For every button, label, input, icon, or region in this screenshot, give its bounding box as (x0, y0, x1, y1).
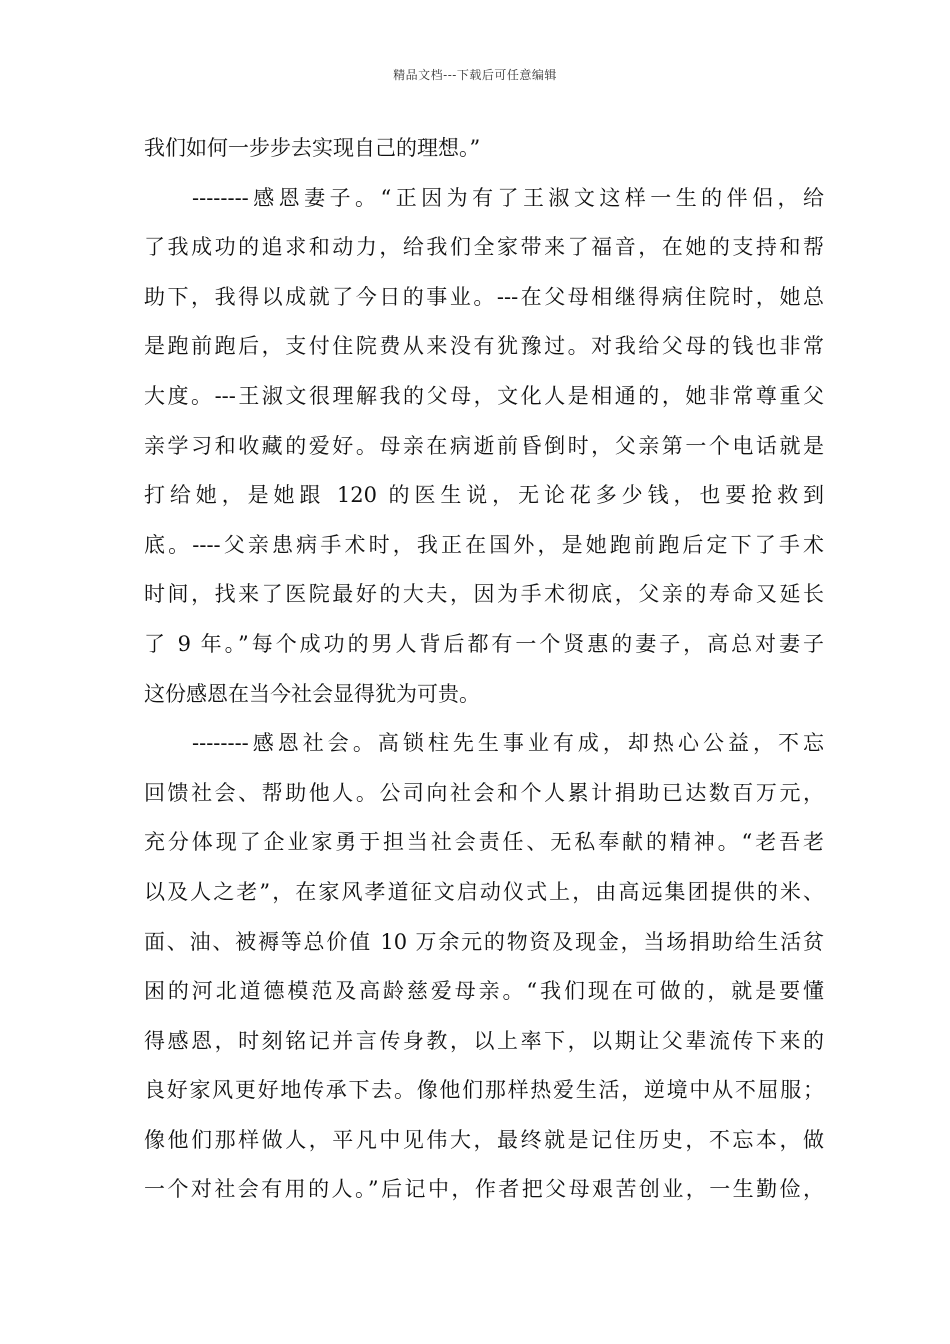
text-line: 我们如何一步步去实现自己的理想。” (144, 136, 481, 160)
text-line: 像他们那样做人，平凡中见伟大，最终就是记住历史，不忘本，做 (144, 1127, 824, 1152)
text-line: 回馈社会、帮助他人。公司向社会和个人累计捐助已达数百万元， (144, 780, 824, 805)
text-line-paragraph-end: 这份感恩在当今社会显得犹为可贵。 (144, 681, 480, 706)
text-line: 助下，我得以成就了今日的事业。---在父母相继得病住院时，她总 (144, 284, 824, 309)
text-line: 面、油、被褥等总价值 10 万余元的物资及现金，当场捐助给生活贫 (144, 929, 824, 954)
document-body (144, 128, 824, 1219)
text-line: 一个对社会有用的人。”后记中，作者把父母艰苦创业，一生勤俭， (144, 1177, 824, 1202)
text-line: 了 9 年。”每个成功的男人背后都有一个贤惠的妻子，高总对妻子 (144, 631, 824, 656)
text-line: 了我成功的追求和动力，给我们全家带来了福音，在她的支持和帮 (144, 235, 824, 260)
text-line-paragraph-start: --------感恩妻子。“正因为有了王淑文这样一生的伴侣，给 (192, 185, 824, 210)
page-header: 精品文档---下载后可任意编辑 (393, 68, 557, 82)
text-line: 充分体现了企业家勇于担当社会责任、无私奉献的精神。“老吾老 (144, 830, 824, 855)
text-line: 大度。---王淑文很理解我的父母，文化人是相通的，她非常尊重父 (144, 383, 824, 408)
text-line: 底。----父亲患病手术时，我正在国外，是她跑前跑后定下了手术 (144, 532, 824, 557)
text-line: 得感恩，时刻铭记并言传身教，以上率下，以期让父辈流传下来的 (144, 1028, 824, 1053)
text-line: 亲学习和收藏的爱好。母亲在病逝前昏倒时，父亲第一个电话就是 (144, 433, 824, 458)
text-line-paragraph-start: --------感恩社会。高锁柱先生事业有成，却热心公益，不忘 (192, 731, 824, 756)
text-line: 时间，找来了医院最好的大夫，因为手术彻底，父亲的寿命又延长 (144, 582, 824, 607)
text-line: 是跑前跑后，支付住院费从来没有犹豫过。对我给父母的钱也非常 (144, 334, 824, 359)
text-line: 打给她，是她跟 120 的医生说，无论花多少钱，也要抢救到 (144, 483, 824, 508)
text-line: 以及人之老”，在家风孝道征文启动仪式上，由高远集团提供的米、 (144, 879, 824, 904)
text-line: 困的河北道德模范及高龄慈爱母亲。“我们现在可做的，就是要懂 (144, 979, 824, 1004)
text-line: 良好家风更好地传承下去。像他们那样热爱生活，逆境中从不屈服； (144, 1078, 824, 1103)
